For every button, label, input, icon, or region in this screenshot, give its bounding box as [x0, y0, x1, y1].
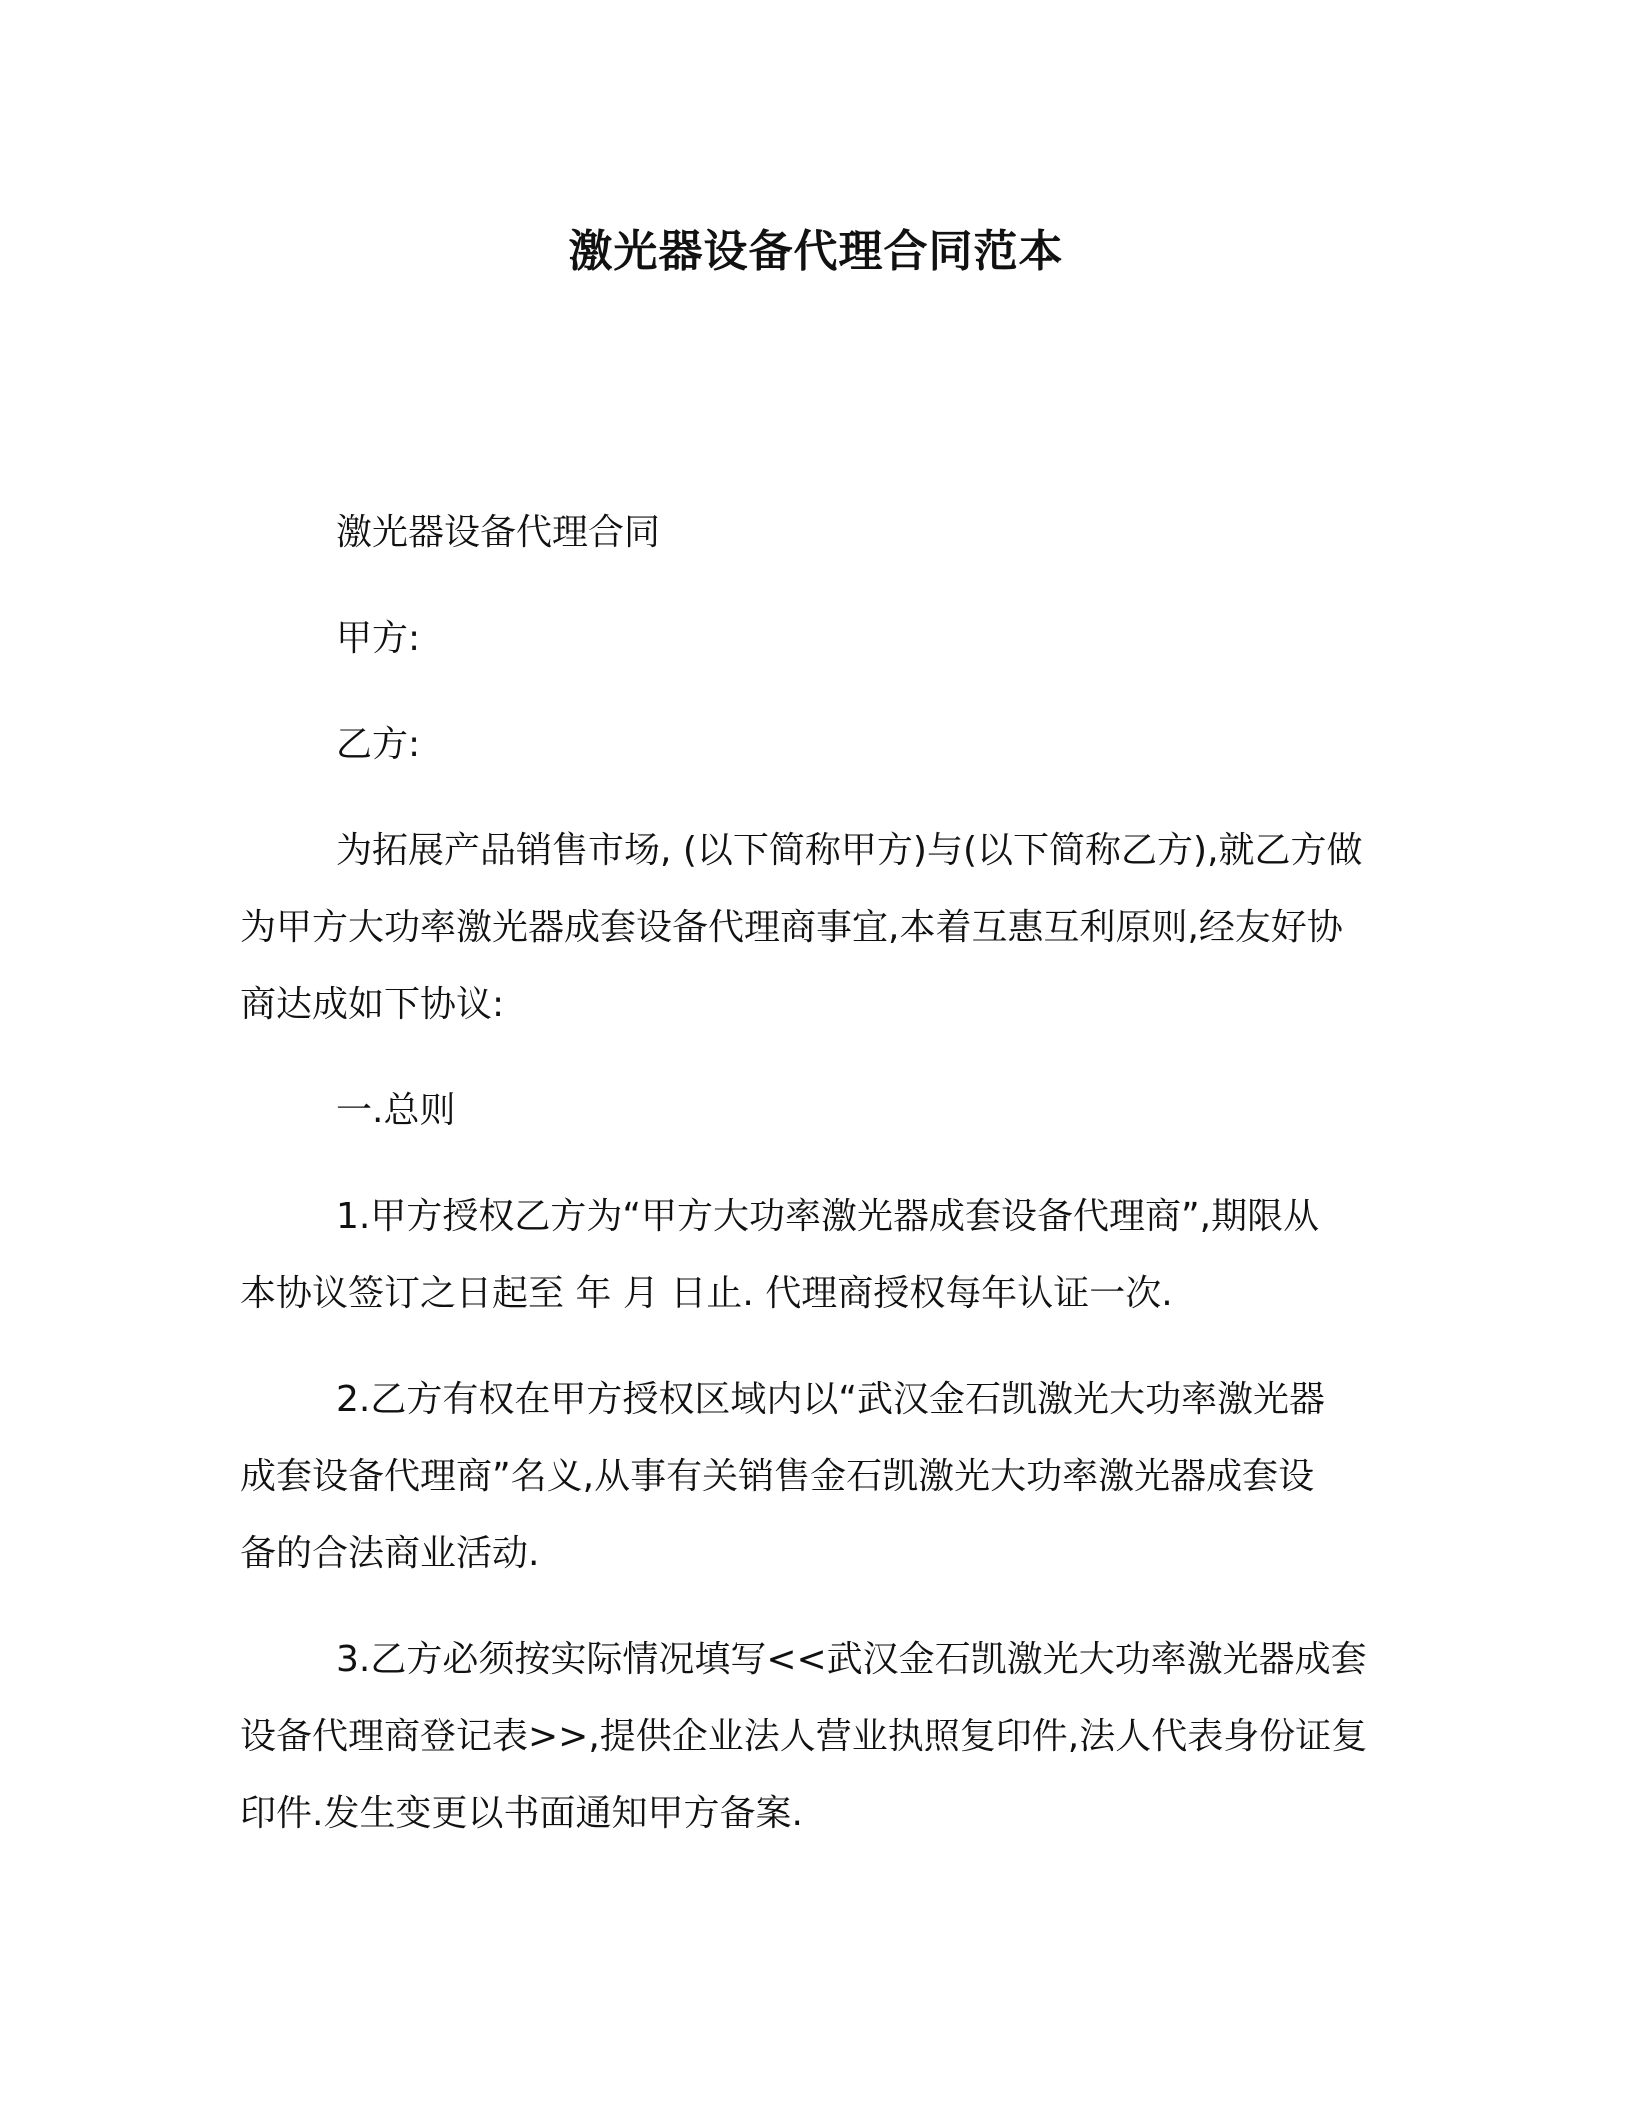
clause-3 — [240, 1621, 1385, 1852]
section-heading: 一.总则 — [336, 1090, 456, 1131]
document-body — [240, 494, 1385, 1852]
document-title: 激光器设备代理合同范本 — [568, 226, 1064, 277]
party-a-line: 甲方: — [336, 618, 421, 659]
intro-paragraph — [240, 812, 1385, 1043]
contract-subtitle: 激光器设备代理合同 — [336, 512, 661, 553]
party-b-line: 乙方: — [336, 724, 421, 765]
paragraph-line: 为甲方大功率激光器成套设备代理商事宜,本着互惠互利原则,经友好协 — [240, 907, 1343, 948]
paragraph-line: 本协议签订之日起至 年 月 日止. 代理商授权每年认证一次. — [240, 1273, 1173, 1314]
clause-1 — [240, 1178, 1385, 1332]
clause-2 — [240, 1361, 1385, 1592]
paragraph-line: 2.乙方有权在甲方授权区域内以“武汉金石凯激光大功率激光器 — [336, 1379, 1325, 1420]
paragraph-line: 设备代理商登记表>>,提供企业法人营业执照复印件,法人代表身份证复 — [240, 1716, 1368, 1757]
paragraph-line: 商达成如下协议: — [240, 984, 505, 1025]
paragraph-line: 3.乙方必须按实际情况填写<<武汉金石凯激光大功率激光器成套 — [336, 1639, 1367, 1680]
paragraph-line: 成套设备代理商”名义,从事有关销售金石凯激光大功率激光器成套设 — [240, 1456, 1315, 1497]
paragraph-line: 印件.发生变更以书面通知甲方备案. — [240, 1793, 803, 1834]
paragraph-line: 备的合法商业活动. — [240, 1533, 540, 1574]
paragraph-line: 为拓展产品销售市场, (以下简称甲方)与(以下简称乙方),就乙方做 — [336, 830, 1363, 871]
paragraph-line: 1.甲方授权乙方为“甲方大功率激光器成套设备代理商”,期限从 — [336, 1196, 1320, 1237]
